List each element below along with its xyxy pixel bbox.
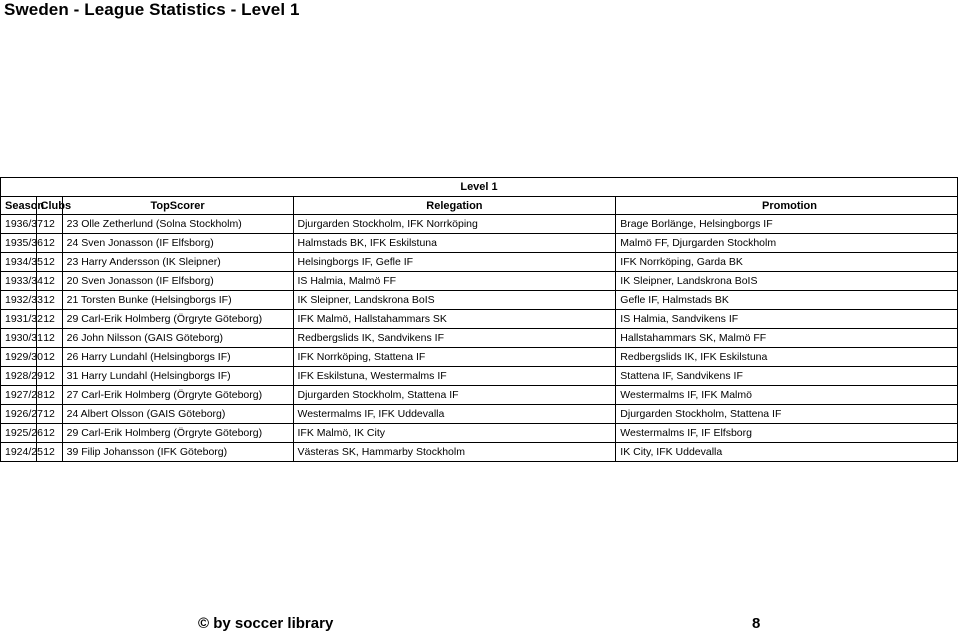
cell-clubs: 12 (36, 348, 62, 367)
cell-top-scorer: 29 Carl-Erik Holmberg (Örgryte Göteborg) (62, 424, 293, 443)
cell-promotion: IK City, IFK Uddevalla (616, 443, 958, 462)
cell-season: 1935/36 (1, 234, 37, 253)
cell-relegation: IS Halmia, Malmö FF (293, 272, 616, 291)
table-row (1, 386, 958, 405)
page-title: Sweden - League Statistics - Level 1 (4, 0, 300, 19)
table-row (1, 443, 958, 462)
cell-promotion: Malmö FF, Djurgarden Stockholm (616, 234, 958, 253)
table-body (1, 215, 958, 462)
cell-season: 1926/27 (1, 405, 37, 424)
footer-credit: © by soccer library (198, 615, 334, 632)
cell-top-scorer: 20 Sven Jonasson (IF Elfsborg) (62, 272, 293, 291)
table-row (1, 348, 958, 367)
cell-relegation: Djurgarden Stockholm, Stattena IF (293, 386, 616, 405)
cell-promotion: Westermalms IF, IFK Malmö (616, 386, 958, 405)
cell-clubs: 12 (36, 234, 62, 253)
cell-promotion: Westermalms IF, IF Elfsborg (616, 424, 958, 443)
cell-season: 1932/33 (1, 291, 37, 310)
cell-season: 1924/25 (1, 443, 37, 462)
cell-season: 1930/31 (1, 329, 37, 348)
cell-top-scorer: 24 Albert Olsson (GAIS Göteborg) (62, 405, 293, 424)
cell-promotion: Gefle IF, Halmstads BK (616, 291, 958, 310)
cell-season: 1925/26 (1, 424, 37, 443)
column-header-relegation: Relegation (293, 197, 616, 215)
cell-promotion: IFK Norrköping, Garda BK (616, 253, 958, 272)
cell-relegation: Helsingborgs IF, Gefle IF (293, 253, 616, 272)
cell-relegation: IK Sleipner, Landskrona BoIS (293, 291, 616, 310)
table-header-row (1, 197, 958, 215)
cell-clubs: 12 (36, 215, 62, 234)
table-row (1, 424, 958, 443)
cell-top-scorer: 24 Sven Jonasson (IF Elfsborg) (62, 234, 293, 253)
table-caption: Level 1 (1, 178, 958, 197)
cell-season: 1936/37 (1, 215, 37, 234)
cell-relegation: IFK Eskilstuna, Westermalms IF (293, 367, 616, 386)
cell-season: 1931/32 (1, 310, 37, 329)
cell-season: 1927/28 (1, 386, 37, 405)
cell-top-scorer: 39 Filip Johansson (IFK Göteborg) (62, 443, 293, 462)
cell-promotion: IS Halmia, Sandvikens IF (616, 310, 958, 329)
cell-clubs: 12 (36, 405, 62, 424)
cell-season: 1929/30 (1, 348, 37, 367)
cell-top-scorer: 26 Harry Lundahl (Helsingborgs IF) (62, 348, 293, 367)
cell-season: 1933/34 (1, 272, 37, 291)
cell-season: 1928/29 (1, 367, 37, 386)
cell-relegation: Västeras SK, Hammarby Stockholm (293, 443, 616, 462)
league-statistics-table (0, 177, 958, 462)
table-row (1, 272, 958, 291)
page-number: 8 (752, 615, 761, 632)
cell-promotion: Hallstahammars SK, Malmö FF (616, 329, 958, 348)
table-row (1, 310, 958, 329)
table-row (1, 234, 958, 253)
cell-clubs: 12 (36, 310, 62, 329)
cell-top-scorer: 23 Olle Zetherlund (Solna Stockholm) (62, 215, 293, 234)
cell-relegation: Djurgarden Stockholm, IFK Norrköping (293, 215, 616, 234)
cell-clubs: 12 (36, 329, 62, 348)
cell-top-scorer: 29 Carl-Erik Holmberg (Örgryte Göteborg) (62, 310, 293, 329)
cell-top-scorer: 23 Harry Andersson (IK Sleipner) (62, 253, 293, 272)
column-header-promotion: Promotion (616, 197, 958, 215)
column-header-season: Season (1, 197, 37, 215)
table-row (1, 253, 958, 272)
table-row (1, 405, 958, 424)
column-header-clubs: Clubs (36, 197, 62, 215)
cell-clubs: 12 (36, 253, 62, 272)
table-row (1, 291, 958, 310)
cell-relegation: IFK Norrköping, Stattena IF (293, 348, 616, 367)
cell-relegation: IFK Malmö, Hallstahammars SK (293, 310, 616, 329)
cell-promotion: Stattena IF, Sandvikens IF (616, 367, 958, 386)
table-row (1, 329, 958, 348)
table-row (1, 367, 958, 386)
cell-promotion: IK Sleipner, Landskrona BoIS (616, 272, 958, 291)
cell-top-scorer: 26 John Nilsson (GAIS Göteborg) (62, 329, 293, 348)
cell-season: 1934/35 (1, 253, 37, 272)
cell-promotion: Redbergslids IK, IFK Eskilstuna (616, 348, 958, 367)
cell-clubs: 12 (36, 272, 62, 291)
cell-relegation: Redbergslids IK, Sandvikens IF (293, 329, 616, 348)
cell-top-scorer: 31 Harry Lundahl (Helsingborgs IF) (62, 367, 293, 386)
cell-relegation: IFK Malmö, IK City (293, 424, 616, 443)
cell-top-scorer: 21 Torsten Bunke (Helsingborgs IF) (62, 291, 293, 310)
cell-clubs: 12 (36, 367, 62, 386)
cell-clubs: 12 (36, 443, 62, 462)
column-header-top-scorer: TopScorer (62, 197, 293, 215)
cell-clubs: 12 (36, 291, 62, 310)
cell-clubs: 12 (36, 386, 62, 405)
cell-top-scorer: 27 Carl-Erik Holmberg (Örgryte Göteborg) (62, 386, 293, 405)
cell-promotion: Brage Borlänge, Helsingborgs IF (616, 215, 958, 234)
cell-promotion: Djurgarden Stockholm, Stattena IF (616, 405, 958, 424)
table-row (1, 215, 958, 234)
cell-relegation: Westermalms IF, IFK Uddevalla (293, 405, 616, 424)
table-caption-row (1, 178, 958, 197)
cell-relegation: Halmstads BK, IFK Eskilstuna (293, 234, 616, 253)
cell-clubs: 12 (36, 424, 62, 443)
